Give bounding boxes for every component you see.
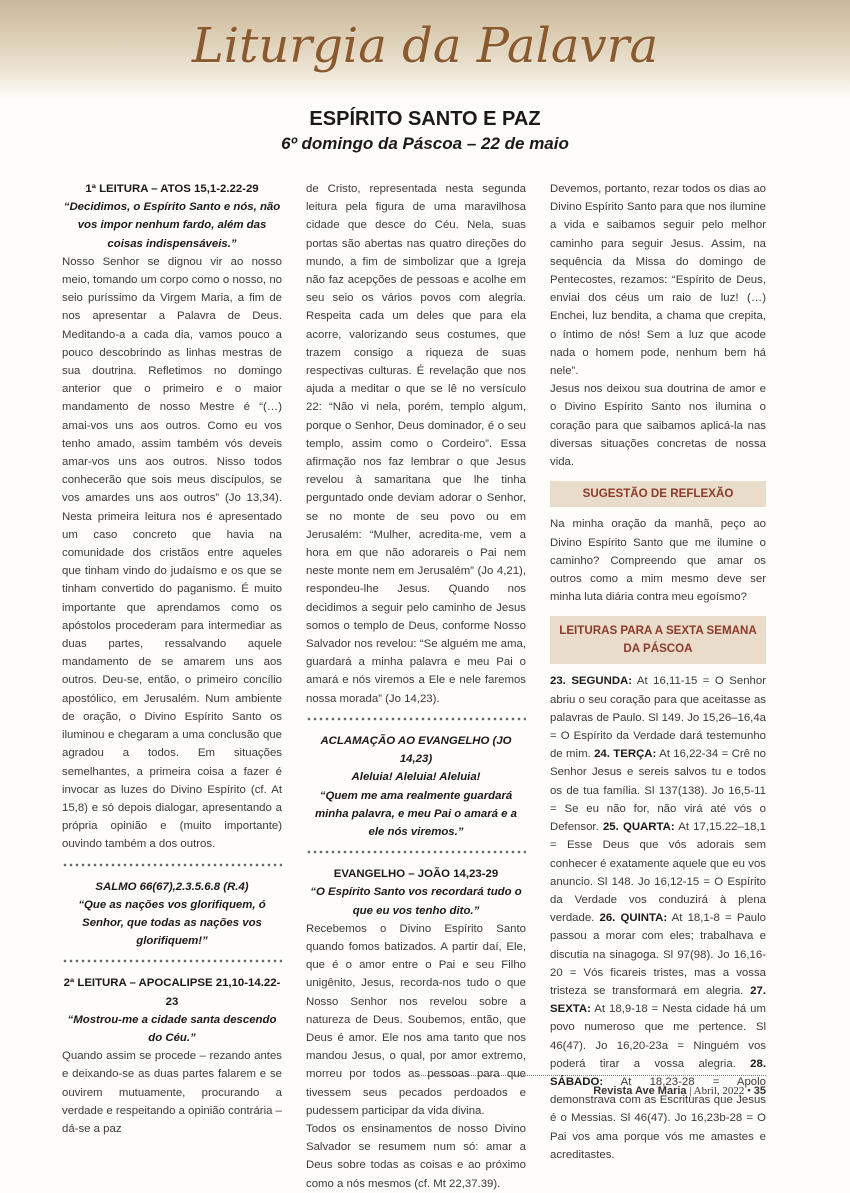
psalm-title: SALMO 66(67),2.3.5.6.8 (R.4)	[95, 880, 249, 893]
column-1	[62, 180, 282, 1138]
gospel-title: EVANGELHO – JOÃO 14,23-29	[333, 868, 499, 881]
column-2	[306, 180, 526, 1193]
reading-day: 24. TERÇA:	[594, 748, 657, 761]
acclamation-alleluia: Aleluia! Aleluia! Aleluia!	[351, 771, 481, 784]
reading2-title: 2ª LEITURA – APOCALIPSE 21,10-14.22-23	[63, 977, 281, 1008]
gospel-body-2: Todos os ensinamentos de nosso Divino Salvador se resumem num só: amar a Deus sobre todas as coisas e ao próximo como a nós mesmos (cf. Mt 22,37.39).	[306, 1122, 526, 1190]
reading-text: At 18,1-8 = Paulo passou a morar com eles; trabalhava e discutia na sinagoga. Sl 97(98). Jo 16,16-20 = Vós ficareis tristes, mas a vossa tristeza se transformará em alegria.	[550, 912, 766, 997]
reflection-title: SUGESTÃO DE REFLEXÃO	[550, 481, 766, 507]
reading-text: At 16,11-15 = O Senhor abriu o seu coração para que aceitasse as palavras de Paulo. Sl 149. Jo 15,26–16,4a = O Espírito da Verdade dará testemunho de mim.	[550, 675, 766, 761]
gospel-body-4: Jesus nos deixou sua doutrina de amor e o Divino Espírito Santo nos ilumina o coração para que saibamos aplicá-la nas diversas situações concretas de nossa vida.	[550, 383, 766, 469]
psalm-quote: “Que as nações vos glorifiquem, ó Senhor, que todas as nações vos glorifiquem!”	[78, 898, 266, 948]
reading2-body-cont: de Cristo, representada nesta segunda leitura pela figura de uma maravilhosa cidade que desce do Céu. Nela, suas portas são abertas nas quatro direções do mundo, a fim de simbolizar que a Igreja não faz acepções de pessoas e acolhe em seu seio os vários povos com alegria. Respeita cada um deles que para ela acorre, valorizando seus costumes, que trazem consigo a riqueza de suas respectivas culturas. É revelação que nos ajuda a meditar o que se lê no versículo 22: “Não vi nela, porém, templo algum, porque o Senhor, Deus dominador, é o seu templo, assim como o Cordeiro”. Essa afirmação nos faz lembrar o que Jesus revelou à samaritana que lhe tinha perguntado onde deviam adorar o Senhor, se no monte de seu povo ou em Jerusalém: “Mulher, acredita-me, vem a hora em que não adorareis o Pai nem neste monte nem em Jerusalém” (Jo 4,21), respondeu-lhe Jesus. Quando nos decidimos a seguir pelo caminho de Jesus somos o templo de Deus, conforme Nosso Salvador nos revelou: “Se alguém me ama, guardará a minha palavra e meu Pai o amará e nós viremos a Ele e nele faremos nossa morada” (Jo 14,23).	[306, 183, 526, 705]
reflection-body: Na minha oração da manhã, peço ao Divino Espírito Santo que me ilumine o caminho? Compreendo que amar os outros como a mim mesmo deve ser minha luta diária contra meu egoísmo?	[550, 518, 766, 604]
page-title: ESPÍRITO SANTO E PAZ	[309, 108, 541, 130]
divider	[62, 958, 282, 964]
page-number: 35	[753, 1085, 766, 1097]
gospel-body-3: Devemos, portanto, rezar todos os dias ao Divino Espírito Santo para que nos ilumine a vida e saibamos seguir pelo melhor caminho para seguir Jesus. Assim, na sequência da Missa do domingo de Pentecostes, rezamos: “Espírito de Deus, enviai dos céus um raio de luz! (…) Enchei, luz bendita, a chama que crepita, o íntimo de nós! Sem a luz que acode nada o homem pode, nenhum bem há nele”.	[550, 183, 766, 378]
readings-title: LEITURAS PARA A SEXTA SEMANA DA PÁSCOA	[550, 616, 766, 664]
reading2-quote: “Mostrou-me a cidade santa descendo do Céu.”	[67, 1013, 277, 1044]
reading-text: At 17,15.22–18,1 = Esse Deus que vós adorais sem conhecer é exatamente aquele que eu vos anuncio. Sl 148. Jo 16,12-15 = O Espírito da Verdade vos conduzirá à plena verdade.	[550, 821, 767, 925]
reading-day: 26. QUINTA:	[599, 912, 668, 925]
divider	[62, 862, 282, 868]
gospel-quote: “O Espírito Santo vos recordará tudo o que eu vos tenho dito.”	[310, 886, 522, 917]
footer-separator: |	[689, 1085, 692, 1097]
reading1-quote: “Decidimos, o Espírito Santo e nós, não vos impor nenhum fardo, além das coisas indispensáveis.”	[63, 201, 281, 250]
reading-text: At 18,23-28 = Apolo demonstrava com as Escrituras que Jesus é o Messias. Sl 46(47). Jo 16,23b-28 = O Pai vos ama porque vós me amastes e acreditastes.	[550, 1075, 766, 1161]
divider	[306, 849, 526, 855]
section-header-title: Liturgia da Palavra	[191, 18, 659, 74]
acclamation-quote: “Quem me ama realmente guardará minha palavra, e meu Pai o amará e a ele nós viremos.”	[315, 789, 517, 838]
issue-date: Abril, 2022	[693, 1085, 745, 1097]
reading-day: 28. SÁBADO:	[550, 1057, 766, 1088]
footer-bullet: •	[747, 1085, 751, 1097]
reading-text: At 16,22-34 = Crê no Senhor Jesus e sereis salvos tu e todos os de tua família. Sl 137(138). Jo 16,5-11 = Se eu não for, não virá até vós o Defensor.	[550, 748, 766, 834]
reading-day: 25. QUARTA:	[602, 821, 675, 834]
reading1-title: 1ª LEITURA – ATOS 15,1-2.22-29	[85, 183, 259, 195]
magazine-name: Revista Ave Maria	[593, 1085, 687, 1097]
acclamation-title: ACLAMAÇÃO AO EVANGELHO (JO 14,23)	[320, 734, 512, 766]
gospel-body-1: Recebemos o Divino Espírito Santo quando fomos batizados. A partir daí, Ele, que é o amor entre o Pai e seu Filho unigênito, Jesus, recorda-nos tudo o que Nosso Senhor nos revelou sobre a natureza de Deus. Soubemos, então, que Deus é amor. Ele nos ama tanto que nos mandou Jesus, o qual, por amor extremo, morreu por todos as pessoas para que tivessem seus pecados perdoados e pudessem participar da vida divina.	[306, 922, 526, 1117]
divider	[306, 716, 526, 722]
footer-divider	[412, 1075, 766, 1076]
page-subtitle: 6º domingo da Páscoa – 22 de maio	[281, 134, 569, 153]
reading-day: 27. SEXTA:	[550, 984, 766, 1016]
reading-text: At 18,9-18 = Nesta cidade há um povo numeroso que me pertence. Sl 46(47). Jo 16,20-23a = Ninguém vos poderá tirar a vossa alegria.	[550, 1003, 766, 1070]
reading1-body: Nosso Senhor se dignou vir ao nosso meio, tomando um corpo como o nosso, no seio puríssimo da Virgem Maria, a fim de nos apresentar a Palavra de Deus. Meditando-a a cada dia, vamos pouco a pouco descobrindo as linhas mestras de sua doutrina. Refletimos no domingo anterior que o primeiro e o maior mandamento de nosso Mestre é “(…) amai-vos uns aos outros. Como eu vos tenho amado, assim também vós deveis amar-vos uns aos outros. Nisso todos conhecerão que sois meus discípulos, se vos amardes uns aos outros” (Jo 13,34). Nesta primeira leitura nos é apresentado um caso concreto que havia na comunidade dos cristãos entre aqueles que tinham vindo do judaísmo e os que se tinham convertido do paganismo. É muito importante que aprendamos como os apóstolos procederam para intermediar as duas partes, ressalvando aquele mandamento de se amarem uns aos outros. Deu-se, então, o primeiro concílio apostólico, em Jerusalém. Num ambiente de oração, o Divino Espírito Santo os iluminou e chegaram a uma conclusão que agradou a todos. Em situações semelhantes, a primeira coisa a fazer é invocar as luzes do Divino Espírito (cf. At 15,8) e só depois dialogar, apresentando a própria opinião e (muito importante) ouvindo também a dos outros.	[62, 255, 282, 851]
reading-day: 23. SEGUNDA:	[550, 675, 633, 688]
reading2-body-start: Quando assim se procede – rezando antes e deixando-se as duas partes falarem e se ouvirem mutuamente, procurando a verdade e respeitando a opinião contrária – dá-se a paz	[62, 1050, 282, 1135]
column-3	[550, 180, 766, 1164]
page-footer	[593, 1085, 766, 1097]
